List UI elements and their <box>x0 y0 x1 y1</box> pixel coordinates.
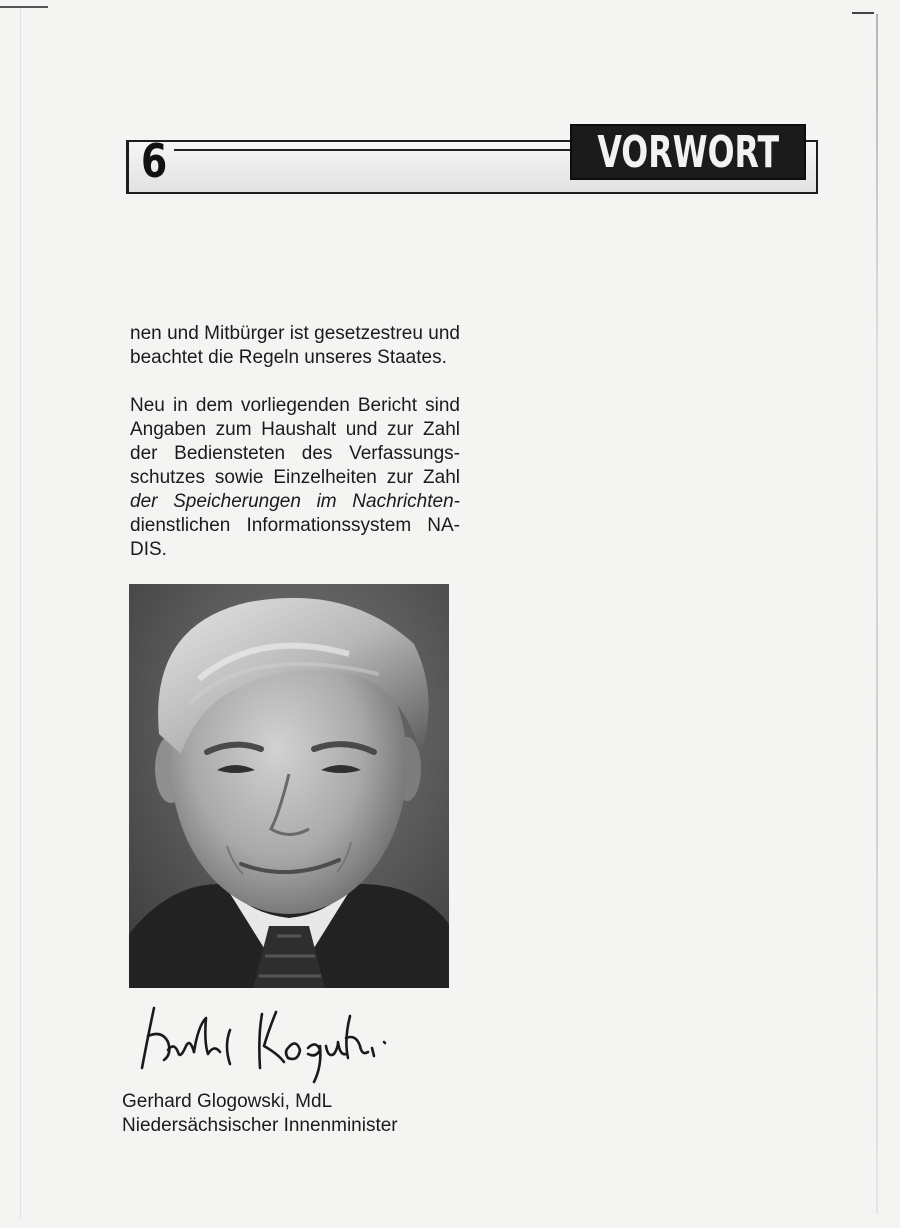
section-title-tab <box>806 142 818 178</box>
handwritten-signature <box>128 996 428 1086</box>
body-text <box>130 322 460 586</box>
page-edge-right <box>876 14 878 1214</box>
paragraph-1 <box>130 322 460 370</box>
text-line: Neu in dem vorliegenden Bericht sind <box>130 395 460 416</box>
signature-caption <box>122 1090 398 1138</box>
text-line: beachtet die Regeln unseres Staates. <box>130 347 447 368</box>
text-line: der Speicherungen im Nachrichten- <box>130 491 460 512</box>
portrait-photo <box>129 584 449 988</box>
scan-artifact-top-right <box>852 12 874 14</box>
text-line: schutzes sowie Einzelheiten zur Zahl <box>130 467 460 488</box>
signatory-role: Niedersächsischer Innenminister <box>122 1115 398 1136</box>
chapter-header-rule <box>174 149 570 151</box>
paragraph-2 <box>130 394 460 562</box>
text-line: der Bediensteten des Verfassungs- <box>130 443 460 464</box>
scan-artifact-top-left <box>0 6 48 8</box>
text-line: Angaben zum Haushalt und zur Zahl <box>130 419 460 440</box>
text-line: DIS. <box>130 539 167 560</box>
chapter-number: 6 <box>141 134 168 188</box>
section-title: VORWORT <box>597 126 779 178</box>
section-title-box <box>570 124 806 180</box>
text-line: dienstlichen Informationssystem NA- <box>130 515 460 536</box>
text-line: nen und Mitbürger ist gesetzestreu und <box>130 323 460 344</box>
page-edge-left <box>20 8 21 1220</box>
signatory-name: Gerhard Glogowski, MdL <box>122 1091 333 1112</box>
